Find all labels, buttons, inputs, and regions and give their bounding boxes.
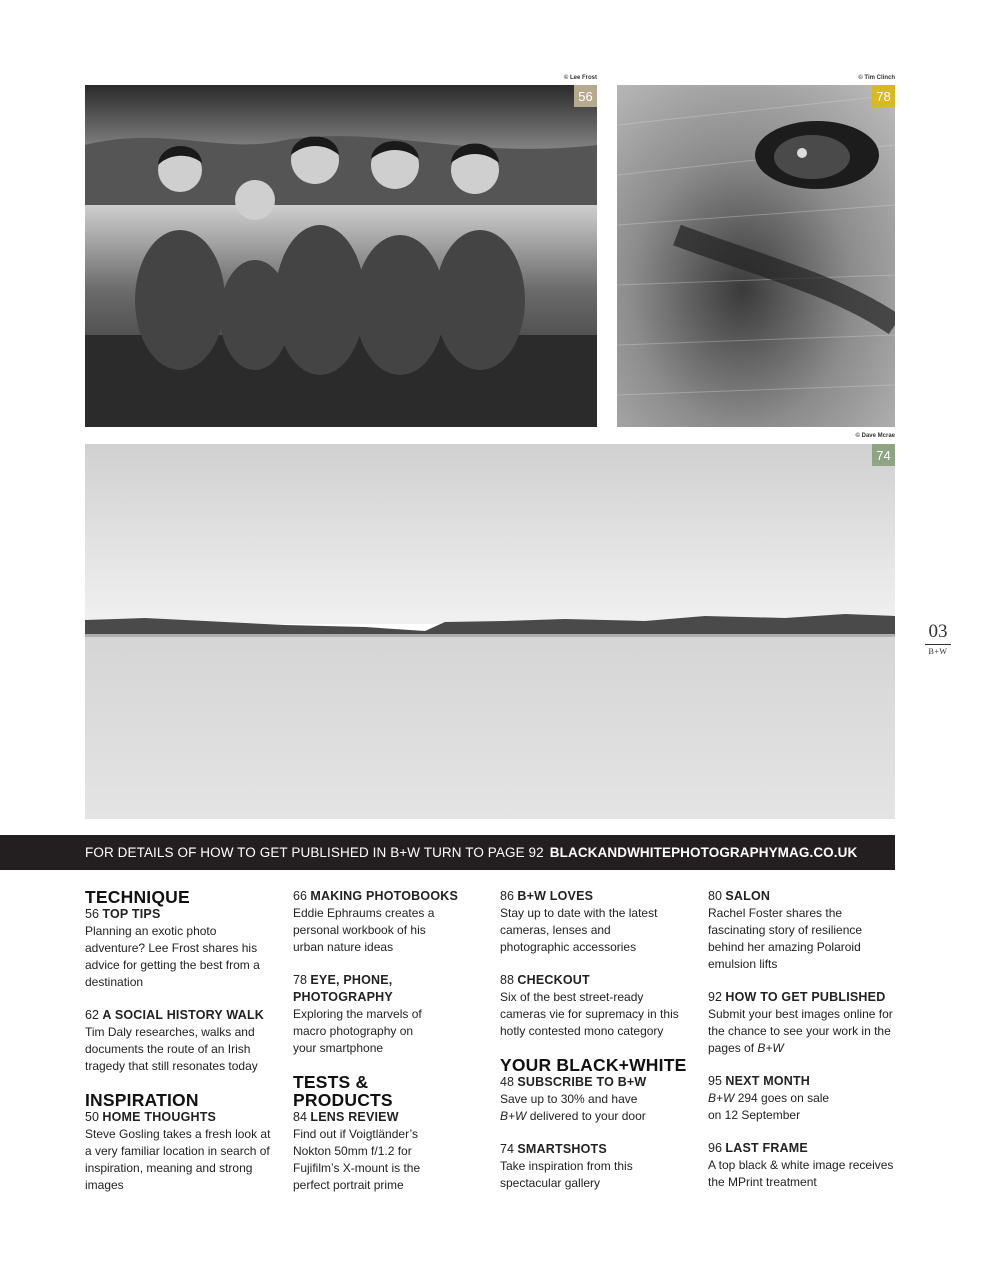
toc-column-1 [85, 888, 277, 1210]
entry-description: Take inspiration from this spectacular gallery [500, 1159, 633, 1190]
entry-title: SALON [725, 889, 771, 903]
toc-column-4 [708, 888, 895, 1207]
toc-entry-salon[interactable] [708, 888, 895, 973]
entry-title: LENS REVIEW [310, 1110, 399, 1124]
eye-photo[interactable] [617, 85, 895, 427]
page-folio [922, 622, 954, 656]
lake-photo[interactable] [85, 444, 895, 819]
toc-entry-smartshots[interactable] [500, 1141, 692, 1192]
entry-description: Find out if Voigtländer’s Nokton 50mm f/1.2 for Fujifilm’s X-mount is the perfect portrait prime [293, 1127, 421, 1192]
section-heading-technique: TECHNIQUE [85, 887, 190, 907]
entry-page: 78 [293, 973, 307, 987]
toc-column-2 [293, 888, 475, 1210]
entry-page: 80 [708, 889, 722, 903]
entry-title: CHECKOUT [517, 973, 590, 987]
desc-text: Save up to 30% and have [500, 1092, 638, 1106]
entry-description [708, 1090, 843, 1124]
toc-column-3 [500, 888, 692, 1208]
children-photo[interactable] [85, 85, 597, 427]
entry-description: Exploring the marvels of macro photography on your smartphone [293, 1007, 422, 1055]
entry-title: NEXT MONTH [725, 1074, 811, 1088]
toc-entry-lens-review[interactable] [293, 1109, 475, 1194]
desc-text: Submit your best images online for the chance to see your work in the pages of [708, 1007, 893, 1055]
photo-credit-tim-clinch: © Tim Clinch [858, 75, 895, 81]
lake-photo-image [85, 444, 895, 819]
entry-title: A SOCIAL HISTORY WALK [102, 1008, 265, 1022]
entry-page: 66 [293, 889, 307, 903]
section-heading-tests-products: TESTS & PRODUCTS [293, 1072, 393, 1110]
entry-description [708, 1006, 895, 1057]
toc-entry-checkout[interactable] [500, 972, 692, 1040]
entry-page: 50 [85, 1110, 99, 1124]
entry-page: 86 [500, 889, 514, 903]
entry-description: Eddie Ephraums creates a personal workbook of his urban nature ideas [293, 906, 435, 954]
entry-title: MAKING PHOTOBOOKS [310, 889, 459, 903]
toc-entry-last-frame[interactable] [708, 1140, 895, 1191]
entry-description: Stay up to date with the latest cameras, lenses and photographic accessories [500, 906, 658, 954]
magazine-name: B+W [757, 1041, 784, 1055]
entry-page: 48 [500, 1075, 514, 1089]
entry-description: A top black & white image receives the MPrint treatment [708, 1158, 894, 1189]
toc-entry-social-history-walk[interactable] [85, 1007, 277, 1075]
magazine-name: B+W [708, 1091, 735, 1105]
page-badge-78: 78 [872, 85, 895, 107]
eye-photo-image [617, 85, 895, 427]
entry-page: 95 [708, 1074, 722, 1088]
entry-description: Planning an exotic photo adventure? Lee Frost shares his advice for getting the best from a destination [85, 924, 260, 989]
desc-text: delivered to your door [529, 1109, 646, 1123]
toc-entry-making-photobooks[interactable] [293, 888, 475, 956]
entry-description [500, 1091, 692, 1125]
entry-title: SUBSCRIBE TO B+W [517, 1075, 647, 1089]
entry-page: 88 [500, 973, 514, 987]
toc-entry-subscribe[interactable] [500, 1074, 692, 1125]
page-badge-56: 56 [574, 85, 597, 107]
entry-description: Steve Gosling takes a fresh look at a very familiar location in search of inspiration, meaning and strong images [85, 1127, 271, 1192]
entry-title: HOME THOUGHTS [102, 1110, 217, 1124]
publish-banner [0, 835, 895, 870]
page-badge-74: 74 [872, 444, 895, 466]
entry-title: SMARTSHOTS [517, 1142, 607, 1156]
entry-title: LAST FRAME [725, 1141, 808, 1155]
photo-credit-dave-mcrae: © Dave Mcrae [855, 433, 895, 439]
entry-title: TOP TIPS [102, 907, 161, 921]
toc-entry-next-month[interactable] [708, 1073, 895, 1124]
entry-title: EYE, PHONE, PHOTOGRAPHY [293, 973, 393, 1004]
section-heading-inspiration: INSPIRATION [85, 1090, 199, 1110]
website-link[interactable]: BLACKANDWHITEPHOTOGRAPHYMAG.CO.UK [549, 845, 858, 860]
magazine-name: B+W [500, 1109, 527, 1123]
section-heading-your-black-white: YOUR BLACK+WHITE [500, 1055, 687, 1075]
photo-credit-lee-frost: © Lee Frost [563, 75, 597, 81]
magazine-mark: B+W [928, 647, 948, 656]
entry-title: HOW TO GET PUBLISHED [725, 990, 886, 1004]
children-photo-image [85, 85, 597, 427]
entry-page: 56 [85, 907, 99, 921]
toc-entry-top-tips[interactable] [85, 906, 277, 991]
entry-description: Rachel Foster shares the fascinating story of resilience behind her amazing Polaroid emulsion lifts [708, 906, 863, 971]
toc-entry-eye-phone-photography[interactable] [293, 972, 475, 1057]
toc-entry-bw-loves[interactable] [500, 888, 692, 956]
entry-page: 96 [708, 1141, 722, 1155]
entry-page: 62 [85, 1008, 99, 1022]
toc-entry-home-thoughts[interactable] [85, 1109, 277, 1194]
entry-page: 84 [293, 1110, 307, 1124]
page-number: 03 [925, 622, 951, 645]
entry-title: B+W LOVES [517, 889, 594, 903]
entry-page: 92 [708, 990, 722, 1004]
toc-entry-how-to-get-published[interactable] [708, 989, 895, 1057]
entry-page: 74 [500, 1142, 514, 1156]
banner-text: FOR DETAILS OF HOW TO GET PUBLISHED IN B+W TURN TO PAGE 92 [85, 845, 544, 860]
entry-description: Tim Daly researches, walks and documents the route of an Irish tragedy that still resonates today [85, 1025, 258, 1073]
desc-text: 294 goes on sale on 12 September [708, 1091, 830, 1122]
entry-description: Six of the best street-ready cameras vie for supremacy in this hotly contested mono category [500, 990, 679, 1038]
